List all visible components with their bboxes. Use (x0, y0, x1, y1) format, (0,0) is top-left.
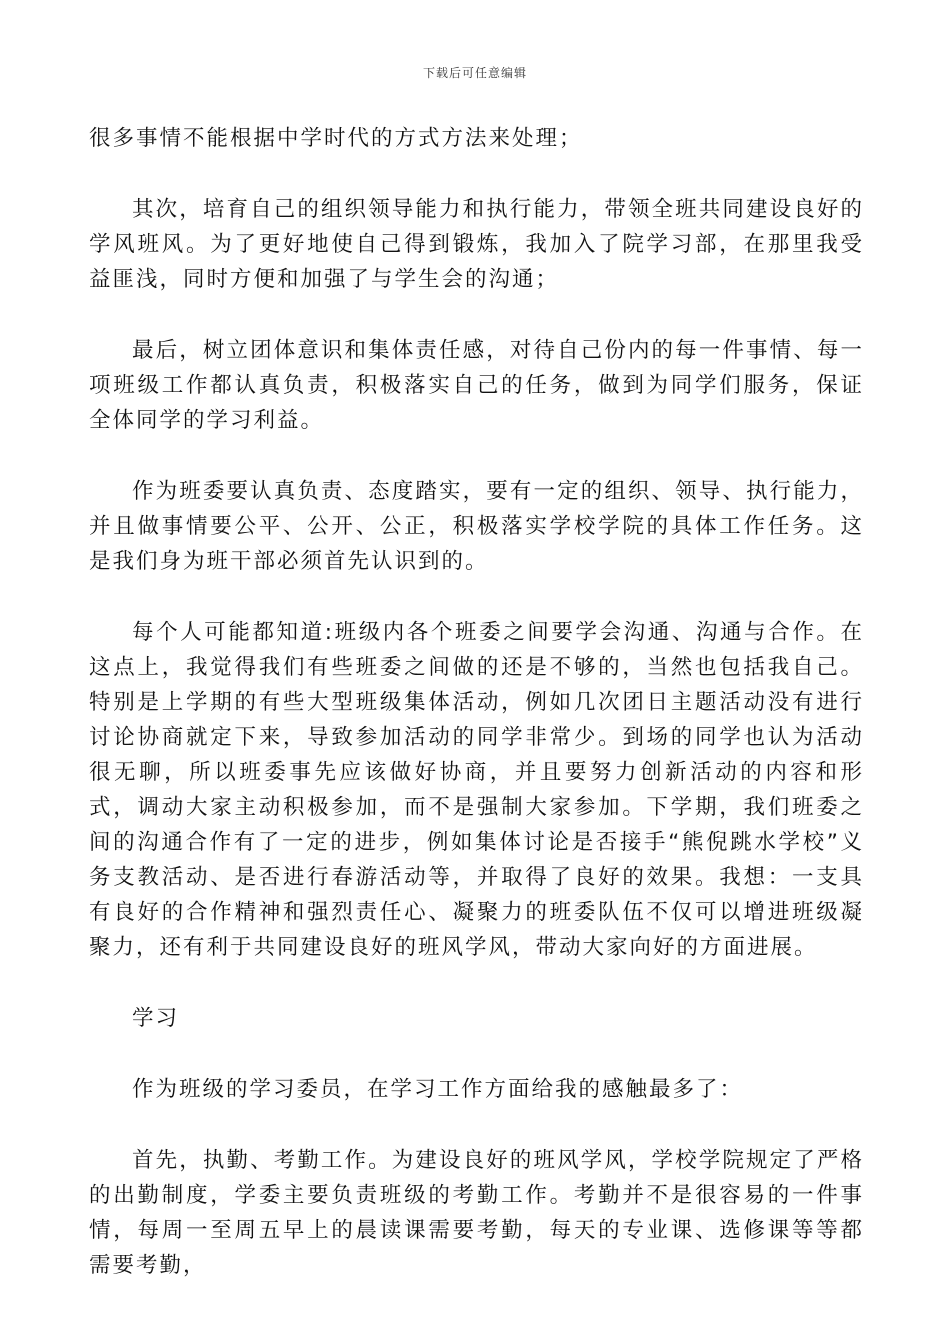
paragraph: 每个人可能都知道:班级内各个班委之间要学会沟通、沟通与合作。在这点上，我觉得我们有些班委之间做的还是不够的，当然也包括我自己。特别是上学期的有些大型班级集体活动，例如几次团日主题活动没有进行讨论协商就定下来，导致参加活动的同学非常少。到场的同学也认为活动很无聊，所以班委事先应该做好协商，并且要努力创新活动的内容和形式，调动大家主动积极参加，而不是强制大家参加。下学期，我们班委之间的沟通合作有了一定的进步，例如集体讨论是否接手“熊倪跳水学校”义务支教活动、是否进行春游活动等，并取得了良好的效果。我想：一支具有良好的合作精神和强烈责任心、凝聚力的班委队伍不仅可以增进班级凝聚力，还有利于共同建设良好的班风学风，带动大家向好的方面进展。 (89, 620, 864, 960)
paragraph: 首先，执勤、考勤工作。为建设良好的班风学风，学校学院规定了严格的出勤制度，学委主要负责班级的考勤工作。考勤并不是很容易的一件事情，每周一至周五早上的晨读课需要考勤，每天的专业课、选修课等等都需要考勤， (89, 1148, 864, 1278)
section-heading: 学习 (132, 1006, 180, 1031)
paragraph: 最后，树立团体意识和集体责任感，对待自己份内的每一件事情、每一项班级工作都认真负责，积极落实自己的任务，做到为同学们服务，保证全体同学的学习利益。 (89, 338, 864, 433)
paragraph: 很多事情不能根据中学时代的方式方法来处理； (89, 126, 583, 151)
paragraph: 其次，培育自己的组织领导能力和执行能力，带领全班共同建设良好的学风班风。为了更好地使自己得到锻炼，我加入了院学习部，在那里我受益匪浅，同时方便和加强了与学生会的沟通； (89, 197, 864, 292)
paragraph: 作为班委要认真负责、态度踏实，要有一定的组织、领导、执行能力，并且做事情要公平、公开、公正，积极落实学校学院的具体工作任务。这是我们身为班干部必须首先认识到的。 (89, 479, 864, 574)
paragraph: 作为班级的学习委员，在学习工作方面给我的感触最多了： (132, 1077, 744, 1102)
page-header: 下载后可任意编辑 (422, 66, 527, 80)
document-body (89, 121, 864, 1319)
